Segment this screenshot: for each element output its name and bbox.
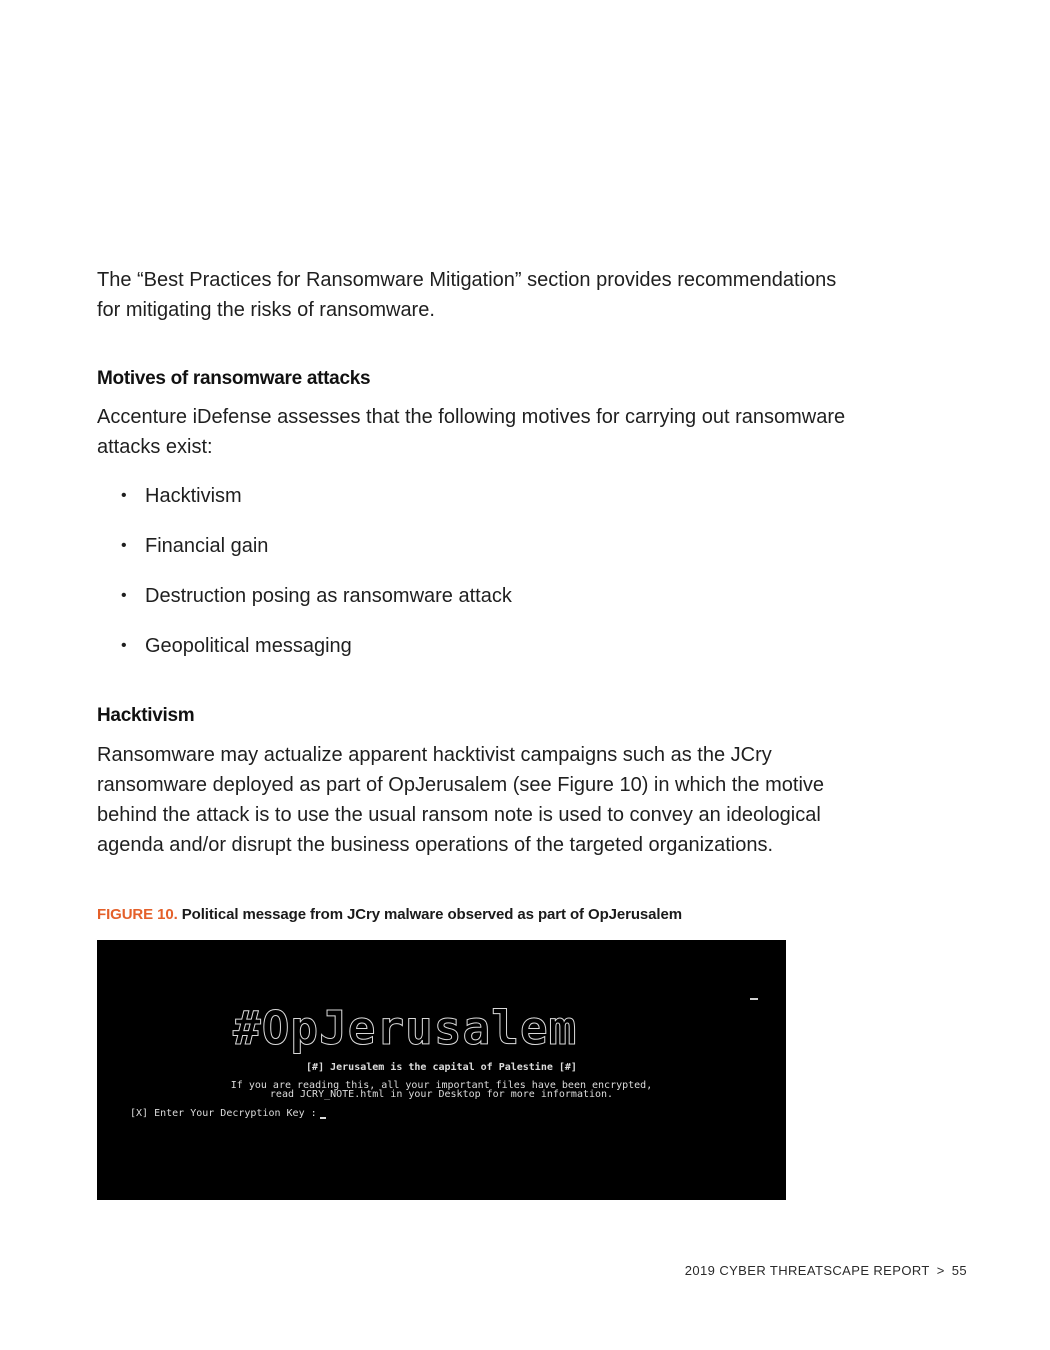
console-line-capital: [#] Jerusalem is the capital of Palestine [#] — [306, 1062, 577, 1073]
list-item-label: Geopolitical messaging — [145, 635, 352, 657]
list-item — [97, 631, 797, 681]
console-decryption-prompt — [130, 1109, 326, 1119]
hacktivism-heading: Hacktivism — [97, 705, 195, 726]
bullet-icon: • — [121, 487, 127, 504]
page-footer — [685, 1263, 967, 1278]
figure-caption — [97, 906, 682, 923]
list-item — [97, 481, 797, 531]
footer-separator: > — [936, 1263, 945, 1278]
console-line-note: read JCRY_NOTE.html in your Desktop for more information. — [269, 1089, 614, 1100]
cursor-icon — [320, 1117, 326, 1119]
console-line-encrypted: If you are reading this, all your important files have been encrypted, — [230, 1080, 653, 1091]
page-number: 55 — [951, 1263, 967, 1278]
console-prompt-text: [X] Enter Your Decryption Key : — [130, 1108, 317, 1119]
bullet-icon: • — [121, 537, 127, 554]
bullet-icon: • — [121, 637, 127, 654]
list-item — [97, 531, 797, 581]
motives-heading: Motives of ransomware attacks — [97, 368, 371, 389]
bullet-icon: • — [121, 587, 127, 604]
ascii-art-logo: #OpJerusalem — [233, 1001, 578, 1055]
list-item-label: Destruction posing as ransomware attack — [145, 585, 512, 607]
footer-report-title: 2019 CYBER THREATSCAPE REPORT — [684, 1263, 930, 1278]
figure-label: FIGURE 10. — [97, 906, 178, 923]
motives-list — [97, 481, 797, 681]
motives-paragraph: Accenture iDefense assesses that the following motives for carrying out ransomware attacks exist: — [97, 406, 846, 458]
hacktivism-paragraph: Ransomware may actualize apparent hacktivist campaigns such as the JCry ransomware deployed as part of OpJerusalem (see Figure 10) in which the motive behind the attack is to use the usual ransom note is used to convey an ideological agenda and/or disrupt the business operations of the targeted organizations. — [97, 744, 825, 856]
ransom-console-screenshot — [97, 940, 786, 1200]
intro-paragraph: The “Best Practices for Ransomware Mitigation” section provides recommendations for mitigating the risks of ransomware. — [97, 269, 837, 321]
list-item-label: Financial gain — [145, 535, 269, 557]
console-dash-mark — [750, 998, 758, 1000]
list-item — [97, 581, 797, 631]
list-item-label: Hacktivism — [145, 485, 242, 507]
figure-caption-text: Political message from JCry malware observed as part of OpJerusalem — [181, 906, 682, 923]
